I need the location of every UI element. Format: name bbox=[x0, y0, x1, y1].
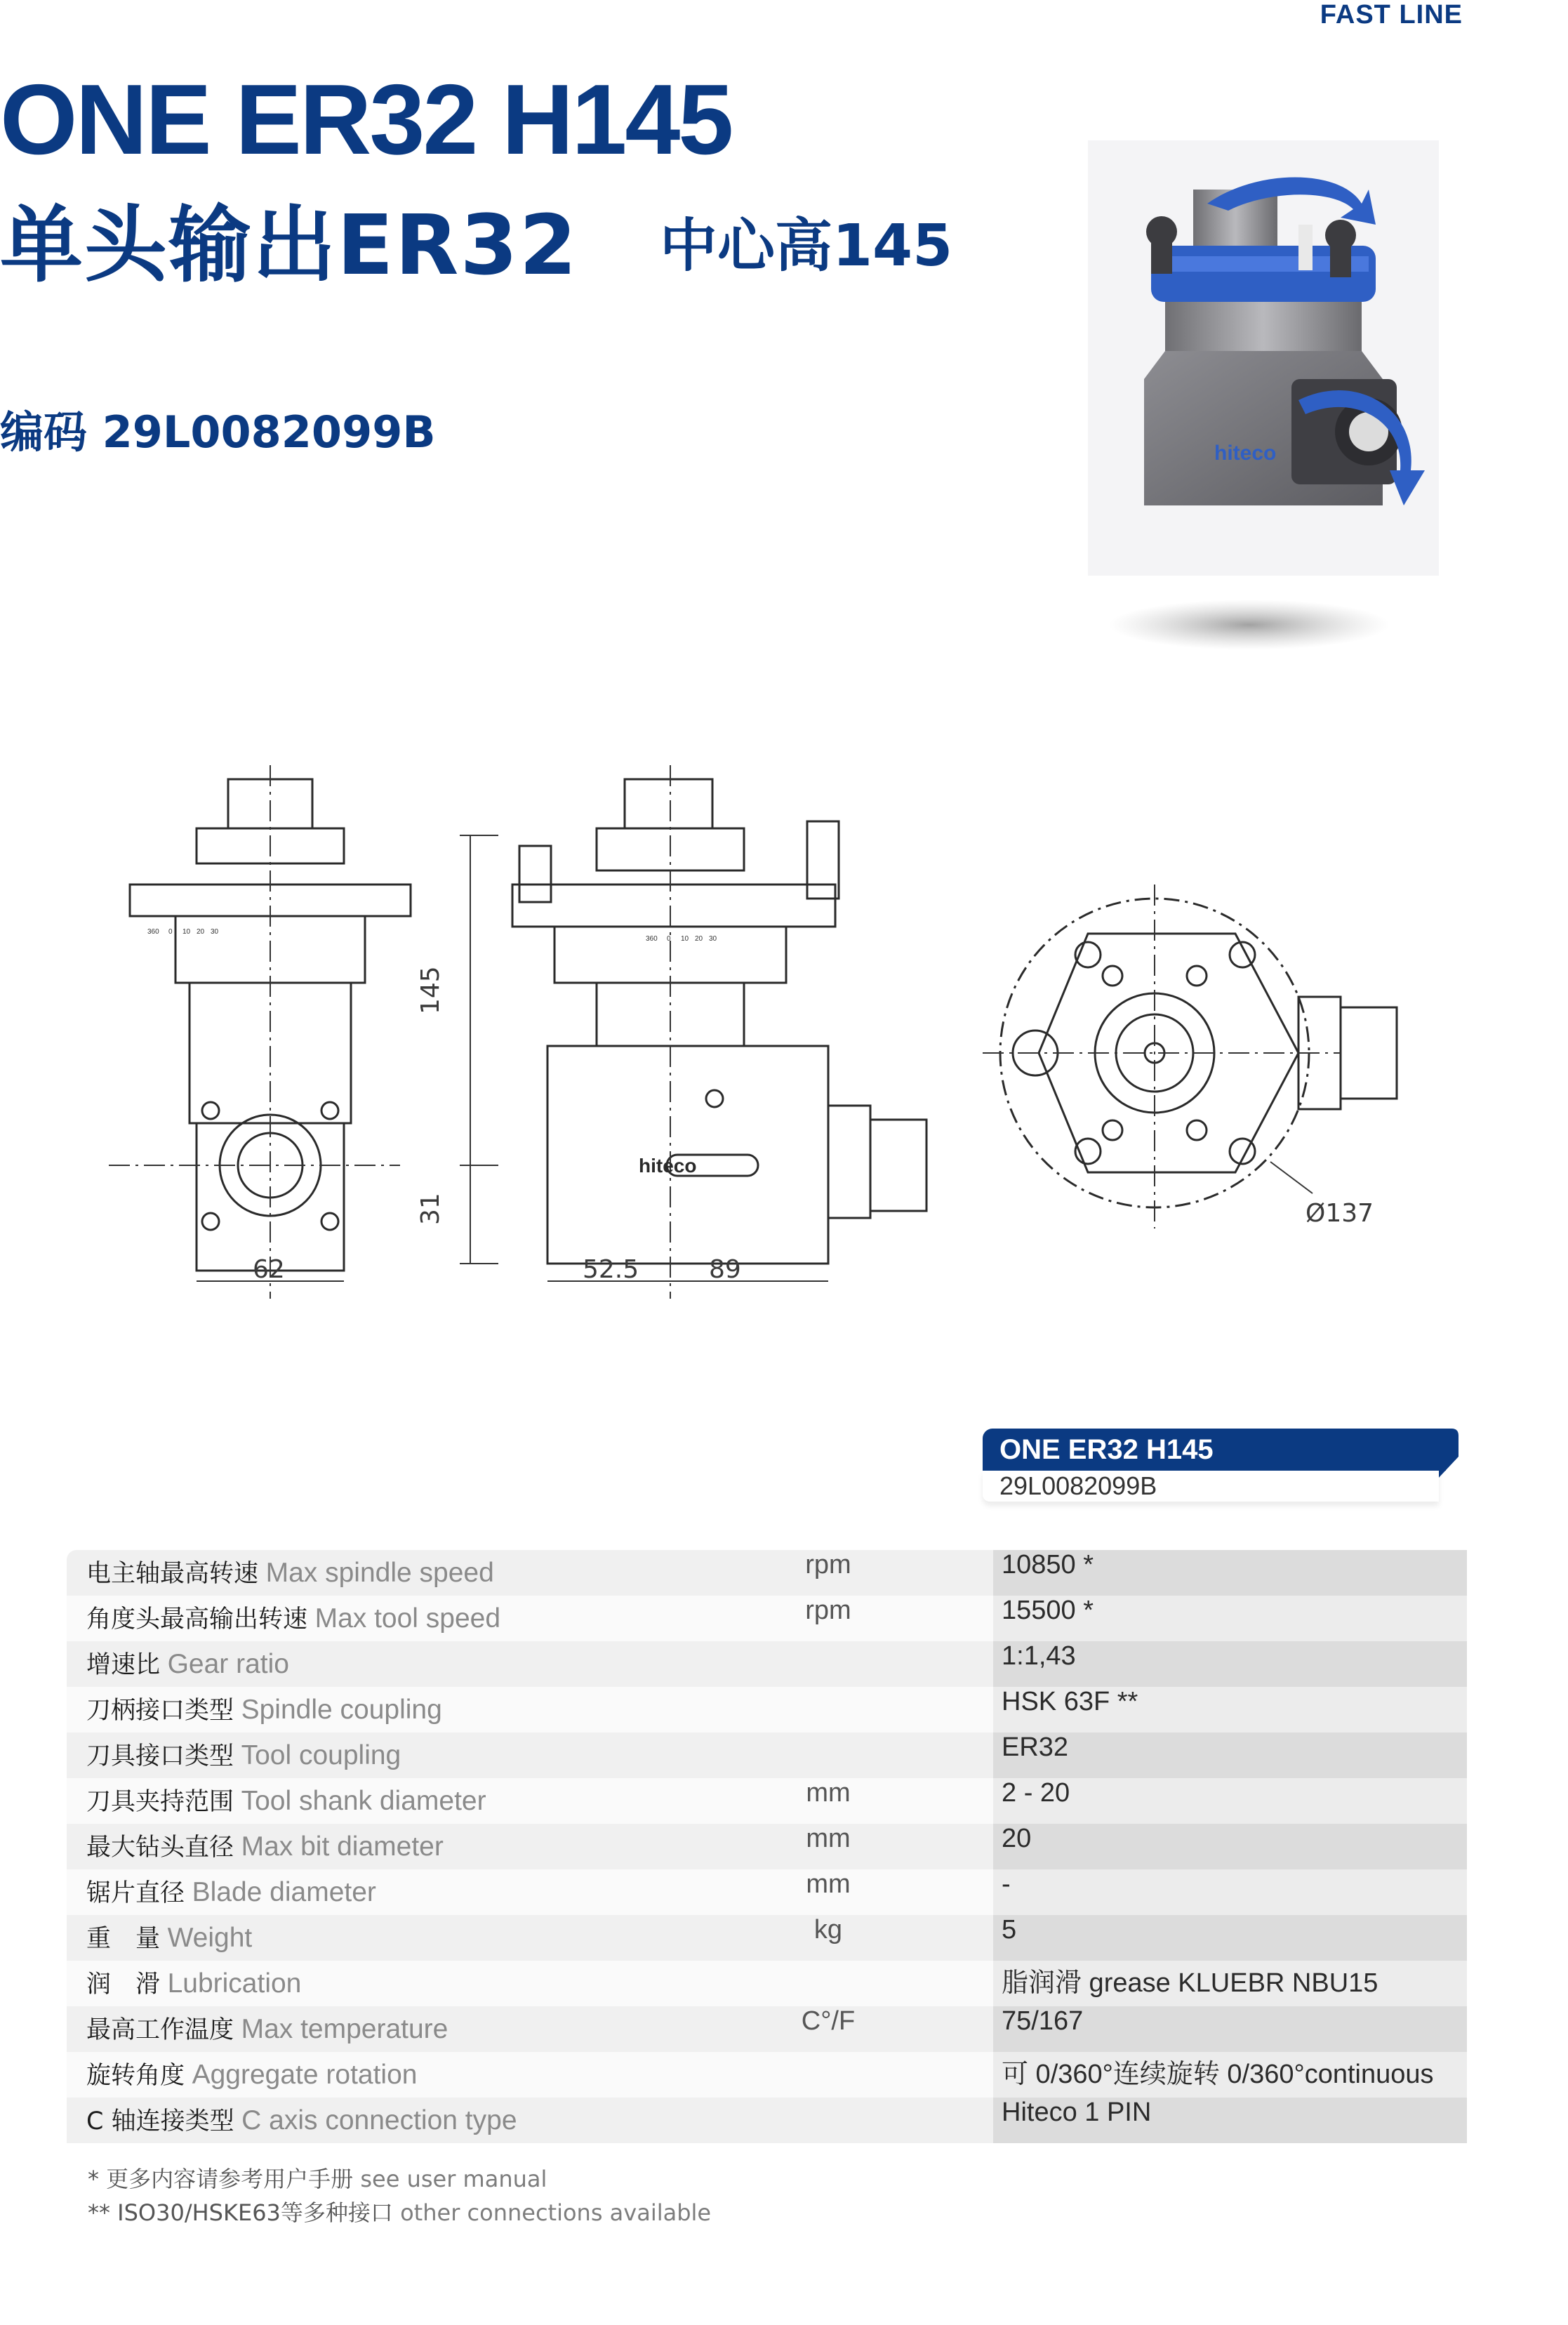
spec-value: - bbox=[993, 1869, 1467, 1915]
dim-62-label: 62 bbox=[253, 1255, 285, 1284]
spec-unit: mm bbox=[806, 1824, 851, 1853]
spec-label bbox=[86, 1733, 401, 1780]
spec-value: 20 bbox=[993, 1824, 1467, 1869]
spec-label-cn: 角度头最高输出转速 bbox=[86, 1605, 308, 1634]
spec-label bbox=[86, 1687, 442, 1734]
dim-145-label: 145 bbox=[416, 966, 445, 1014]
footnotes bbox=[88, 2162, 711, 2230]
spec-label bbox=[86, 2052, 417, 2099]
spec-unit: C°/F bbox=[801, 2006, 856, 2036]
hiteco-logo: hiteco bbox=[1214, 442, 1277, 465]
spec-row bbox=[67, 1824, 1467, 1869]
spec-unit: rpm bbox=[805, 1596, 851, 1625]
spec-label-en: Blade diameter bbox=[192, 1877, 376, 1907]
spec-label bbox=[86, 2098, 517, 2145]
spec-label bbox=[86, 1641, 289, 1688]
spec-row bbox=[67, 1733, 1467, 1778]
spec-row bbox=[67, 2098, 1467, 2143]
spec-label bbox=[86, 1869, 376, 1916]
spec-label-en: Max tool speed bbox=[314, 1603, 501, 1634]
spec-value: 10850 * bbox=[993, 1550, 1467, 1596]
footnote-1: * 更多内容请参考用户手册 see user manual bbox=[88, 2166, 547, 2192]
spec-label-cn: 最大钻头直径 bbox=[86, 1834, 234, 1862]
svg-text:0: 0 bbox=[667, 935, 671, 943]
spec-value: 可 0/360°连续旋转 0/360°continuous bbox=[993, 2052, 1467, 2098]
spec-label-en: Max temperature bbox=[241, 2014, 449, 2044]
svg-text:20: 20 bbox=[695, 935, 703, 943]
drawing-hiteco-logo: hiteco bbox=[639, 1155, 697, 1177]
spec-label-cn: 最高工作温度 bbox=[86, 2016, 234, 2044]
model-tab bbox=[983, 1429, 1460, 1504]
spec-table bbox=[67, 1550, 1467, 2143]
spec-label-en: Weight bbox=[167, 1923, 253, 1953]
spec-label bbox=[86, 1550, 494, 1597]
spec-value: ER32 bbox=[993, 1733, 1467, 1778]
spec-label bbox=[86, 1778, 486, 1825]
page-title: ONE ER32 H145 bbox=[0, 64, 732, 175]
spec-label-en: Tool coupling bbox=[241, 1740, 401, 1770]
svg-text:0: 0 bbox=[168, 928, 173, 936]
spec-unit: rpm bbox=[805, 1550, 851, 1579]
svg-text:30: 30 bbox=[709, 935, 717, 943]
spec-label-cn: 润 滑 bbox=[86, 1970, 161, 1999]
spec-row bbox=[67, 1641, 1467, 1687]
spec-value: Hiteco 1 PIN bbox=[993, 2098, 1467, 2143]
spec-label-en: C axis connection type bbox=[241, 2105, 517, 2135]
center-height-subtitle: 中心高145 bbox=[660, 213, 953, 279]
spec-row bbox=[67, 1687, 1467, 1733]
side-view-drawing bbox=[512, 779, 926, 1264]
dim-52-5-label: 52.5 bbox=[583, 1255, 639, 1284]
spec-label-en: Tool shank diameter bbox=[241, 1786, 486, 1816]
model-name: ONE ER32 H145 bbox=[983, 1429, 1446, 1471]
dim-31-label: 31 bbox=[416, 1193, 445, 1225]
spec-label-cn: 增速比 bbox=[86, 1651, 161, 1679]
spec-row bbox=[67, 1915, 1467, 1961]
spec-label-cn: 重 量 bbox=[86, 1925, 161, 1953]
svg-text:360: 360 bbox=[147, 928, 159, 936]
spec-label-cn: 刀具接口类型 bbox=[86, 1742, 234, 1770]
spec-label bbox=[86, 2006, 448, 2053]
svg-text:10: 10 bbox=[681, 935, 689, 943]
spec-label-cn: 电主轴最高转速 bbox=[86, 1560, 259, 1588]
svg-text:30: 30 bbox=[211, 928, 219, 936]
spec-label bbox=[86, 1961, 301, 2008]
angle-scale-labels bbox=[147, 928, 717, 943]
brand-tag: FAST LINE bbox=[1320, 0, 1463, 29]
spec-value: 15500 * bbox=[993, 1596, 1467, 1641]
product-photo bbox=[1088, 140, 1439, 660]
spec-label bbox=[86, 1915, 252, 1962]
spec-row bbox=[67, 1550, 1467, 1596]
spec-value: 脂润滑 grease KLUEBR NBU15 bbox=[993, 1961, 1467, 2006]
spec-label-en: Aggregate rotation bbox=[192, 2060, 418, 2090]
spec-value: 1:1,43 bbox=[993, 1641, 1467, 1687]
product-code: 编码 29L0082099B bbox=[0, 406, 436, 458]
model-code: 29L0082099B bbox=[983, 1471, 1439, 1502]
spec-row bbox=[67, 2052, 1467, 2098]
spec-label-cn: C 轴连接类型 bbox=[86, 2107, 234, 2135]
spec-label-en: Spindle coupling bbox=[241, 1695, 442, 1725]
spec-label bbox=[86, 1824, 444, 1871]
spec-label-en: Max bit diameter bbox=[241, 1831, 444, 1862]
dim-diameter-137-label: Ø137 bbox=[1305, 1199, 1374, 1228]
spec-value: 5 bbox=[993, 1915, 1467, 1961]
spec-label-cn: 旋转角度 bbox=[86, 2062, 185, 2090]
spec-unit: mm bbox=[806, 1778, 851, 1808]
spec-label bbox=[86, 1596, 500, 1643]
svg-text:10: 10 bbox=[182, 928, 191, 936]
spec-label-en: Max spindle speed bbox=[265, 1558, 494, 1588]
spec-row bbox=[67, 1869, 1467, 1915]
page-title-chinese: 单头输出ER32 bbox=[0, 197, 578, 293]
spec-label-cn: 锯片直径 bbox=[86, 1879, 185, 1907]
spec-row bbox=[67, 1778, 1467, 1824]
spec-value: 2 - 20 bbox=[993, 1778, 1467, 1824]
footnote-2: ** ISO30/HSKE63等多种接口 other connections available bbox=[88, 2199, 712, 2226]
spec-label-en: Gear ratio bbox=[167, 1649, 289, 1679]
spec-label-en: Lubrication bbox=[167, 1968, 302, 1999]
spec-value: HSK 63F ** bbox=[993, 1687, 1467, 1733]
spec-row bbox=[67, 1596, 1467, 1641]
spec-value: 75/167 bbox=[993, 2006, 1467, 2052]
svg-text:360: 360 bbox=[646, 935, 658, 943]
spec-row bbox=[67, 1961, 1467, 2006]
spec-row bbox=[67, 2006, 1467, 2052]
dim-89-label: 89 bbox=[709, 1255, 741, 1284]
spec-unit: mm bbox=[806, 1869, 851, 1899]
spec-label-cn: 刀柄接口类型 bbox=[86, 1697, 234, 1725]
spec-unit: kg bbox=[813, 1915, 843, 1945]
technical-drawings bbox=[105, 744, 1425, 1320]
svg-text:20: 20 bbox=[197, 928, 205, 936]
spec-label-cn: 刀具夹持范围 bbox=[86, 1788, 234, 1816]
